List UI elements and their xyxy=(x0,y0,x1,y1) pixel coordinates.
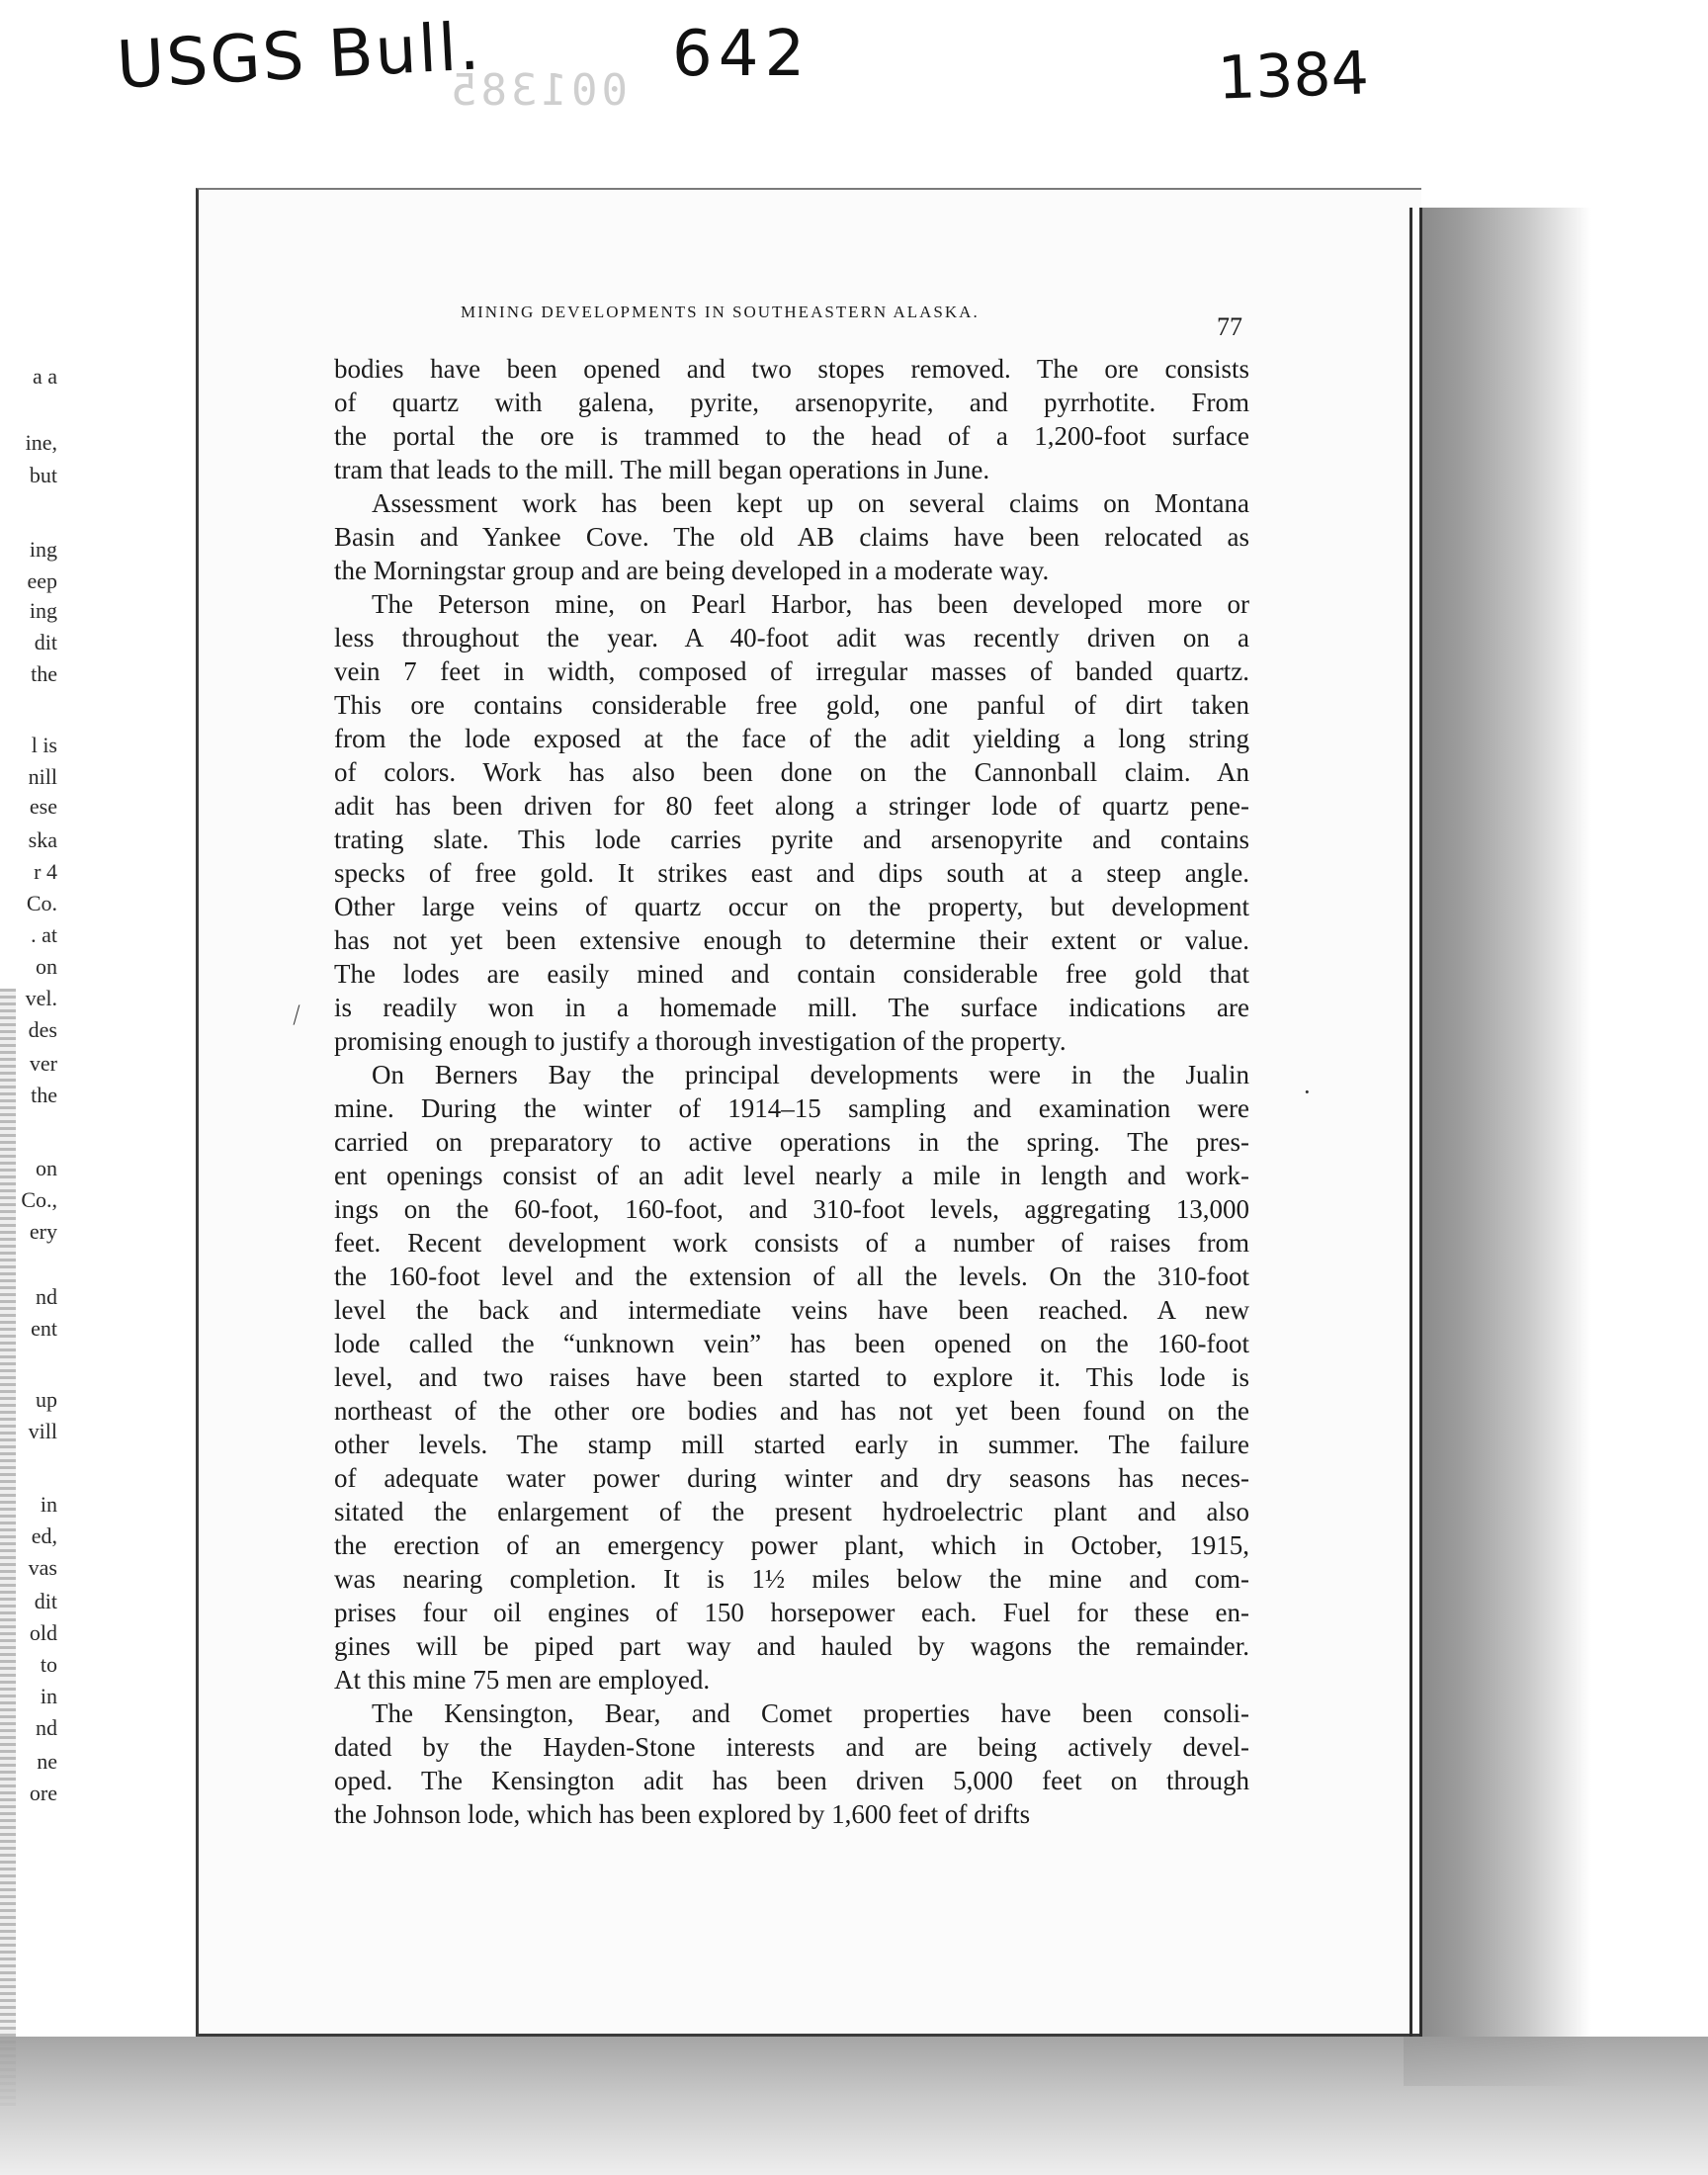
text-line: adit has been driven for 80 feet along a stringer lode of quartz pene- xyxy=(334,791,1249,821)
margin-fragment: Co., xyxy=(21,1187,57,1212)
text-line: was nearing completion. It is 1½ miles below the mine and com- xyxy=(334,1564,1249,1594)
margin-fragment: old xyxy=(29,1620,57,1645)
text-line: mine. During the winter of 1914–15 sampling and examination were xyxy=(334,1093,1249,1123)
text-line: On Berners Bay the principal developments were in the Jualin xyxy=(372,1060,1249,1089)
margin-fragment: . at xyxy=(31,922,57,947)
text-line: Other large veins of quartz occur on the property, but development xyxy=(334,892,1249,921)
margin-fragment: r 4 xyxy=(34,859,57,884)
text-line: The Kensington, Bear, and Comet properties have been consoli- xyxy=(372,1698,1249,1728)
scan-edge-noise xyxy=(0,989,16,2106)
margin-fragment: ne xyxy=(37,1749,57,1774)
margin-fragment: nill xyxy=(28,764,57,789)
text-line: level, and two raises have been started to explore it. This lode is xyxy=(334,1362,1249,1392)
margin-fragment: l is xyxy=(31,733,57,757)
text-line: gines will be piped part way and hauled by wagons the remainder. xyxy=(334,1631,1249,1661)
margin-fragment: the xyxy=(31,661,57,686)
text-line: less throughout the year. A 40-foot adit was recently driven on a xyxy=(334,623,1249,652)
margin-fragment: but xyxy=(29,463,57,487)
margin-fragment: ed, xyxy=(31,1523,57,1548)
text-line: Basin and Yankee Cove. The old AB claims have been relocated as xyxy=(334,522,1249,552)
text-line: promising enough to justify a thorough investigation of the property. xyxy=(334,1026,1067,1056)
text-line: lode called the “unknown vein” has been opened on the 160-foot xyxy=(334,1329,1249,1358)
pen-mark: ⁄ xyxy=(290,1000,304,1029)
margin-fragment: the xyxy=(31,1083,57,1107)
handwritten-page-id: 1384 xyxy=(1216,39,1370,114)
text-line: the Johnson lode, which has been explored by 1,600 feet of drifts xyxy=(334,1799,1031,1829)
text-line: ings on the 60-foot, 160-foot, and 310-foot levels, aggregating 13,000 xyxy=(334,1194,1249,1224)
margin-fragment: ore xyxy=(29,1781,57,1805)
margin-fragment: des xyxy=(28,1017,57,1042)
text-line: has not yet been extensive enough to determine their extent or value. xyxy=(334,925,1249,955)
margin-fragment: Co. xyxy=(26,891,57,915)
text-line: prises four oil engines of 150 horsepower each. Fuel for these en- xyxy=(334,1598,1249,1627)
text-line: oped. The Kensington adit has been driven 5,000 feet on through xyxy=(334,1766,1249,1795)
handwritten-bulletin-number: 642 xyxy=(672,18,811,91)
paragraph xyxy=(334,352,1249,486)
margin-fragment: ent xyxy=(31,1316,57,1341)
faint-stamp: 001385 xyxy=(447,65,628,116)
margin-fragment: nd xyxy=(36,1715,57,1740)
margin-fragment: eep xyxy=(27,568,57,593)
margin-fragment: vas xyxy=(28,1555,57,1580)
margin-fragment: ery xyxy=(29,1219,57,1244)
margin-fragment: ver xyxy=(29,1051,57,1076)
text-line: The lodes are easily mined and contain considerable free gold that xyxy=(334,959,1249,989)
margin-fragment: on xyxy=(36,1156,57,1180)
paragraph xyxy=(334,486,1249,587)
text-line: is readily won in a homemade mill. The surface indications are xyxy=(334,993,1249,1022)
text-line: dated by the Hayden-Stone interests and are being actively devel- xyxy=(334,1732,1249,1762)
margin-fragment: vel. xyxy=(25,986,57,1010)
margin-fragment: ska xyxy=(28,827,57,852)
text-line: of quartz with galena, pyrite, arsenopyrite, and pyrrhotite. From xyxy=(334,388,1249,417)
body-text xyxy=(334,352,1249,1831)
text-line: At this mine 75 men are employed. xyxy=(334,1665,711,1695)
text-line: trating slate. This lode carries pyrite and arsenopyrite and contains xyxy=(334,825,1249,854)
text-line: of adequate water power during winter and dry seasons has neces- xyxy=(334,1463,1249,1493)
scan-shadow-bottom xyxy=(0,2037,1708,2175)
page-edge-rule-outer xyxy=(1419,208,1422,2037)
scan-shadow-right xyxy=(1404,208,1591,2086)
stray-dot: · xyxy=(1303,1078,1312,1106)
margin-fragment: ese xyxy=(29,794,57,819)
text-line: sitated the enlargement of the present hydroelectric plant and also xyxy=(334,1497,1249,1526)
margin-fragment: a a xyxy=(32,364,57,389)
text-line: This ore contains considerable free gold, one panful of dirt taken xyxy=(334,690,1249,720)
margin-fragment: ine, xyxy=(25,430,57,455)
margin-fragment: nd xyxy=(36,1284,57,1309)
margin-fragment: ing xyxy=(29,537,57,562)
page-edge-rule xyxy=(1409,208,1412,2037)
text-line: the 160-foot level and the extension of all the levels. On the 310-foot xyxy=(334,1262,1249,1291)
text-line: from the lode exposed at the face of the adit yielding a long string xyxy=(334,724,1249,753)
text-line: level the back and intermediate veins have been reached. A new xyxy=(334,1295,1249,1325)
text-line: of colors. Work has also been done on the Cannonball claim. An xyxy=(334,757,1249,787)
text-line: the erection of an emergency power plant, which in October, 1915, xyxy=(334,1530,1249,1560)
margin-fragment: in xyxy=(40,1492,57,1517)
handwritten-title-annotation: USGS Bull. xyxy=(115,8,483,104)
page-number: 77 xyxy=(1217,312,1242,341)
text-line: tram that leads to the mill. The mill began operations in June. xyxy=(334,455,990,484)
text-line: the portal the ore is trammed to the head of a 1,200-foot surface xyxy=(334,421,1249,451)
text-line: vein 7 feet in width, composed of irregular masses of banded quartz. xyxy=(334,656,1249,686)
adjacent-page-strip xyxy=(0,0,107,2175)
paragraph xyxy=(334,1696,1249,1831)
text-line: other levels. The stamp mill started early in summer. The failure xyxy=(334,1430,1249,1459)
text-line: feet. Recent development work consists of a number of raises from xyxy=(334,1228,1249,1258)
paragraph xyxy=(334,587,1249,1058)
text-line: Assessment work has been kept up on several claims on Montana xyxy=(372,488,1249,518)
margin-fragment: on xyxy=(36,954,57,979)
margin-fragment: up xyxy=(36,1387,57,1412)
text-line: The Peterson mine, on Pearl Harbor, has been developed more or xyxy=(372,589,1249,619)
margin-fragment: ing xyxy=(29,598,57,623)
margin-fragment: to xyxy=(40,1652,57,1677)
margin-fragment: vill xyxy=(28,1419,57,1443)
margin-fragment: in xyxy=(40,1684,57,1708)
text-line: specks of free gold. It strikes east and dips south at a steep angle. xyxy=(334,858,1249,888)
text-line: ent openings consist of an adit level nearly a mile in length and work- xyxy=(334,1161,1249,1190)
text-line: bodies have been opened and two stopes removed. The ore consists xyxy=(334,354,1249,384)
margin-fragment: dit xyxy=(34,1589,57,1613)
text-line: carried on preparatory to active operations in the spring. The pres- xyxy=(334,1127,1249,1157)
paragraph xyxy=(334,1058,1249,1696)
text-line: the Morningstar group and are being developed in a moderate way. xyxy=(334,556,1050,585)
margin-fragment: dit xyxy=(34,630,57,654)
text-line: northeast of the other ore bodies and has not yet been found on the xyxy=(334,1396,1249,1426)
running-head: MINING DEVELOPMENTS IN SOUTHEASTERN ALASKA. xyxy=(461,303,980,321)
